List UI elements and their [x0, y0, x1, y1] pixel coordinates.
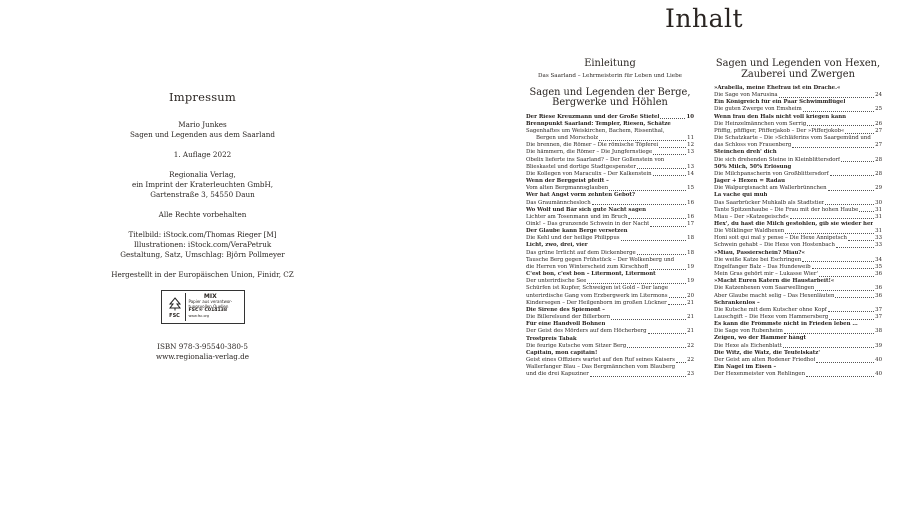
publisher [0, 170, 405, 200]
toc-entry-title: Wenn frau den Hals nicht voll kriegen kann [714, 113, 847, 120]
dot-leader [790, 218, 874, 219]
toc-entry-page: 36 [875, 292, 882, 299]
toc-entry-title: Das Saarbrücker Muhkalb als Stadtstier [714, 199, 825, 206]
dot-leader [807, 125, 874, 126]
website: www.regionalia-verlag.de [155, 352, 250, 361]
toc-entry-title: und die drei Kapuziner [526, 371, 589, 378]
toc-entry-title: Der Hexenmeister von Rehlingen [714, 371, 806, 378]
dot-leader [587, 283, 686, 284]
toc-entry-title: Engelfanger Balz – Das Hundeweib [714, 263, 811, 270]
dot-leader [841, 161, 874, 162]
toc-entry-title: Die sich drehenden Steine in Kleinblittersdorf [714, 156, 841, 163]
toc-entry [714, 343, 882, 350]
toc-entry-page: 34 [875, 256, 882, 263]
intro-heading: Einleitung [584, 58, 636, 69]
toc-entry-page: 27 [875, 142, 882, 149]
toc-entry-page: 24 [875, 92, 882, 99]
dot-leader [828, 190, 875, 191]
toc-entry-title: Tausche Berg gegen Frühstück – Der Wolkenberg und [526, 256, 675, 263]
fsc-tree-icon [165, 293, 186, 321]
toc-entry [714, 321, 882, 328]
dot-leader [829, 319, 874, 320]
section-heading-line: Zauberei und Zwergen [741, 68, 855, 80]
dot-leader [848, 240, 874, 241]
edition: 1. Auflage 2022 [173, 150, 232, 159]
dot-leader [628, 218, 686, 219]
dot-leader [590, 376, 686, 377]
toc-entry-page: 28 [875, 170, 882, 177]
book-title: Sagen und Legenden aus dem Saarland [130, 130, 275, 139]
dot-leader [669, 297, 687, 298]
toc-entry-title: Ein Königreich für ein Paar Schwimmflügel [714, 99, 846, 106]
toc-entry [526, 142, 694, 149]
toc-entry-title: Brennpunkt Saarland: Templer, Riesen, Schätze [526, 120, 671, 127]
toc-entry-page: 17 [687, 221, 694, 227]
publisher-imprint: ein Imprint der Kraterleuchten GmbH, [131, 180, 274, 189]
toc-entry [526, 293, 694, 300]
toc-entry-title: Honi soit qui mal y pense – Die Hexe Annipetsch [714, 235, 847, 242]
dot-leader [779, 97, 874, 98]
dot-leader [802, 261, 874, 262]
fsc-text-2: tungsvollen Quellen [188, 303, 229, 309]
toc-entry-title: Wo Wolf und Bär sich gute Nacht sagen [526, 206, 647, 213]
toc-entry [526, 114, 694, 121]
toc-entry-title: Trostpreis Tabak [526, 335, 577, 342]
toc-entry-title: Die brennen, die Römer – Die römische Töpferei [526, 142, 659, 149]
toc-entry [714, 157, 882, 164]
toc-entry [526, 321, 694, 328]
toc-entry [526, 135, 694, 142]
toc-entry-title: Die Sage von Rubenheim [714, 328, 783, 335]
toc-entry [526, 228, 694, 235]
toc-entry [714, 99, 882, 106]
toc-entry-page: 26 [875, 120, 882, 127]
dot-leader [836, 247, 874, 248]
toc-entry-page: 31 [875, 228, 882, 235]
toc-entry-title: Wer hat Angst vorm zehnten Gebot? [526, 192, 636, 199]
toc-entry-page: 19 [687, 263, 694, 270]
intro-entry: Das Saarland – Lehrmeisterin für Leben und Liebe [538, 72, 682, 79]
dot-leader [815, 290, 874, 291]
dot-leader [637, 254, 686, 255]
toc-entry-title: Jäger + Hexen = Radau [714, 178, 785, 185]
toc-entry [526, 121, 694, 128]
toc-entry-page: 29 [875, 185, 882, 192]
toc-entry-title: Sagenhaftes um Weiskirchen, Bachem, Rissenthal, [526, 127, 665, 134]
contents-page [520, 0, 900, 519]
toc-entry-title: Hex', du hast die Milch gestohlen, gib sie wieder her [714, 220, 874, 227]
toc-entry [526, 200, 694, 207]
publisher-address: Gartenstraße 3, 54550 Daun [150, 190, 255, 199]
toc-entry-title: La vache qui muh [714, 192, 768, 199]
toc-entry-page: 21 [687, 314, 694, 321]
dot-leader [660, 118, 685, 119]
toc-entry-page: 36 [875, 285, 882, 292]
toc-entry [526, 250, 694, 257]
toc-entry [714, 314, 882, 321]
fsc-code: FSC® C014138 [188, 308, 228, 314]
toc-entry-page: 10 [686, 113, 694, 120]
toc-entry [714, 171, 882, 178]
toc-entry-page: 16 [687, 213, 694, 220]
toc-entry-title: Schwein gehabt – Die Hexe von Hostenbach [714, 242, 835, 249]
toc-entry-page: 11 [687, 135, 694, 142]
toc-entry [526, 178, 694, 185]
dot-leader [592, 204, 686, 205]
toc-entry [526, 242, 694, 249]
toc-entry-title: Für eine Handvoll Bohnen [526, 321, 606, 328]
toc-entry [714, 135, 882, 142]
dot-leader [627, 347, 686, 348]
fsc-text [189, 295, 233, 319]
toc-entry-title: Oink! – Das grunzende Schwein in der Nacht [526, 221, 650, 227]
toc-entry [714, 128, 882, 135]
toc-entry-page: 39 [875, 342, 882, 349]
fsc-url: www.fsc.org [188, 314, 210, 319]
section-heading-line: Bergwerke und Höhlen [552, 97, 668, 109]
toc-entry [526, 149, 694, 156]
toc-entry-title: Die Katzenhexen vom Saarwellingen [714, 285, 815, 292]
toc-entry [526, 350, 694, 357]
fsc-text-1: Papier aus verantwor- [188, 298, 233, 304]
toc-entry-title: C'est bon, c'est bon – Litermont, Litermont [526, 271, 656, 278]
toc-entry-title: Ein Nagel im Eisen – [714, 364, 777, 371]
credit-cover: Titelbild: iStock.com/Thomas Rieger [M] [128, 230, 277, 239]
publisher-name: Regionalia Verlag, [169, 170, 236, 179]
dot-leader [845, 133, 874, 134]
toc-entry-page: 19 [687, 278, 694, 285]
section-heading-hexen [714, 59, 882, 80]
toc-entry [526, 271, 694, 278]
toc-entry [714, 300, 882, 307]
toc-entry-title: Tante Spitzenhaube – Die Frau mit der hohen Haube [714, 206, 859, 213]
rights: Alle Rechte vorbehalten [158, 210, 247, 219]
toc-entry-title: Schürfen ist Kupfer, Schweigen ist Gold – Der lange [526, 285, 669, 292]
toc-entry-title: die Herren von Winterscheid zum Kirschhoff [526, 263, 649, 270]
toc-entry [714, 242, 882, 249]
toc-entry-title: Vom alten Bergmannsglauben [526, 185, 609, 192]
author: Mario Junkes [178, 120, 227, 129]
toc-entry [714, 200, 882, 207]
toc-entry [526, 300, 694, 307]
toc-entry [526, 157, 694, 164]
fsc-logo [161, 290, 245, 324]
toc-entry-page: 31 [875, 213, 882, 220]
toc-entry [714, 178, 882, 185]
toc-entry-title: Zeigen, wo der Hammer hängt [714, 335, 807, 342]
toc-entry-title: Der Glaube kann Berge versetzen [526, 228, 628, 235]
toc-entry [526, 207, 694, 214]
toc-entry-title: Der Geist des Mörders auf dem Höcherberg [526, 328, 647, 335]
toc-entry-page: 23 [687, 371, 694, 378]
dot-leader [659, 147, 686, 148]
toc-entry-title: Der Riese Kreuzmann und der Große Stiefel [526, 113, 660, 120]
impressum-page [0, 0, 405, 519]
toc-entry-page: 33 [875, 242, 882, 249]
impressum-heading: Impressum [168, 90, 237, 104]
toc-entry-title: Das grüne Irrlicht auf dem Dickenberge [526, 249, 636, 256]
toc-entry [714, 235, 882, 242]
toc-entry [526, 221, 694, 228]
toc-entry [526, 278, 694, 285]
toc-entry [714, 85, 882, 92]
dot-leader [835, 297, 874, 298]
dot-leader [653, 154, 686, 155]
dot-leader [806, 376, 874, 377]
toc-entry [714, 149, 882, 156]
toc-entry [714, 328, 882, 335]
toc-entry [526, 314, 694, 321]
section-heading-line: Sagen und Legenden der Berge, [529, 86, 691, 98]
printed-in: Hergestellt in der Europäischen Union, Finidr, CZ [111, 270, 294, 279]
toc-entry [526, 336, 694, 343]
toc-entry [526, 343, 694, 350]
toc-entry-title: Wallerfanger Blau – Das Bergmännchen vom Blauberg [526, 364, 676, 371]
toc-entry-title: unterirdische Gang vom Erzbergwerk im Litermons [526, 292, 668, 299]
dot-leader [784, 333, 874, 334]
dot-leader [859, 211, 874, 212]
fsc-mix: MIX [203, 293, 217, 300]
toc-entry [714, 357, 882, 364]
toc-entry-title: Die guten Zwerge von Emsheim [714, 106, 802, 113]
toc-entry-title: Blieskastel und dortige Stadtgespenster [526, 163, 636, 170]
toc-entry-title: Die Heinzelmännchen vom Serrig [714, 120, 807, 127]
toc-entry-title: Obelix lieferte ins Saarland? – Der Gollenstein von [526, 156, 665, 163]
contents-title: Inhalt [665, 4, 744, 33]
toc-entry-page: 15 [687, 185, 694, 192]
toc-entry-title: 50% Milch, 50% Erlösung [714, 163, 792, 170]
dot-leader [611, 319, 686, 320]
toc-entries-right [714, 85, 882, 378]
toc-entry-title: Die Walpurgisnacht am Wallerbrünnchen [714, 185, 827, 192]
toc-entry [526, 328, 694, 335]
toc-entry-title: Miau – Der »Katzegeischd« [714, 213, 789, 220]
toc-entry [526, 185, 694, 192]
toc-entry-page: 33 [875, 235, 882, 242]
toc-entry [714, 350, 882, 357]
toc-entry [714, 335, 882, 342]
dot-leader [828, 311, 874, 312]
dot-leader [792, 147, 874, 148]
toc-entry-title: Die Kollegen von Maraculix – Der Kalkenstein [526, 170, 652, 177]
toc-entry-page: 30 [875, 199, 882, 206]
dot-leader [783, 347, 874, 348]
toc-entry-title: »Arabella, meine Ehefrau ist ein Drache.« [714, 85, 841, 91]
toc-column-left [526, 59, 694, 378]
toc-entry-page: 16 [687, 199, 694, 206]
toc-entry [526, 128, 694, 135]
toc-entry [526, 371, 694, 378]
toc-entry-title: »Miau, Passierschein? Miau?« [714, 249, 805, 256]
toc-entry-title: Die Witz, die Watz, die Teufelskatz' [714, 349, 820, 356]
toc-entry-title: Die Kehl und der heilige Philippus [526, 235, 620, 242]
toc-entry [526, 257, 694, 264]
toc-entry [714, 185, 882, 192]
toc-entry-title: Die Schatzkarte – Die »Schläferins vom Saargemünd und [714, 135, 871, 142]
credits [0, 230, 405, 260]
dot-leader [668, 304, 686, 305]
toc-entry [526, 164, 694, 171]
toc-entry [526, 285, 694, 292]
toc-entry-page: 14 [687, 170, 694, 177]
toc-entry [714, 207, 882, 214]
toc-entry [714, 192, 882, 199]
dot-leader [599, 140, 686, 141]
dot-leader [816, 362, 874, 363]
credit-design: Gestaltung, Satz, Umschlag: Björn Pollmeyer [120, 250, 285, 259]
dot-leader [830, 175, 874, 176]
toc-entry-title: Die Hexe als Eichenblatt [714, 342, 782, 349]
toc-entry [714, 271, 882, 278]
toc-entry [714, 293, 882, 300]
dot-leader [812, 268, 875, 269]
dot-leader [650, 226, 686, 227]
toc-entry-title: Wenn der Berggeist pfeift – [526, 178, 609, 185]
toc-entry [714, 264, 882, 271]
toc-entry [714, 307, 882, 314]
fsc-label: FSC [169, 313, 180, 319]
toc-entry-title: Capitain, mon capitain! [526, 349, 598, 356]
dot-leader [676, 362, 686, 363]
toc-entry [714, 121, 882, 128]
toc-entry-title: Licht, zwo, drei, vier [526, 242, 588, 249]
isbn: ISBN 978-3-95540-380-5 [157, 342, 248, 351]
toc-entry [714, 114, 882, 121]
toc-entries-left [526, 114, 694, 379]
toc-entry-title: Es kann die Frömmste nicht in Frieden leben … [714, 321, 858, 328]
toc-entry-title: Kindersegen – Der Heilgenborn im großen Lückner [526, 299, 667, 306]
toc-entry-page: 21 [687, 299, 694, 306]
toc-entry-title: »Macht Euren Katern die Haustarbeit!« [714, 278, 835, 285]
toc-entry [714, 214, 882, 221]
toc-entry-page: 36 [875, 271, 882, 278]
toc-entry-page: 31 [875, 206, 882, 213]
dot-leader [819, 276, 874, 277]
toc-entry-title: Pfiffig, pfiffiger, Pfifferjakob – Der »Pifferjokob« [714, 127, 845, 134]
toc-entry-page: 40 [875, 356, 882, 363]
toc-entry-page: 12 [687, 142, 694, 149]
toc-entry-page: 18 [687, 235, 694, 242]
toc-entry [714, 278, 882, 285]
toc-entry-page: 22 [687, 356, 694, 363]
toc-entry-title: Die Völklinger Waldhexen [714, 228, 785, 235]
toc-entry-title: Aber Glaube macht selig – Das Hexenläuten [714, 292, 835, 299]
toc-entry-title: Die Billerelsund der Billerborn [526, 314, 611, 321]
toc-entry [526, 357, 694, 364]
toc-entry-title: Das Graumännchesloch [526, 199, 591, 206]
toc-entry-title: Der unterirdische See [526, 278, 587, 285]
toc-entry [714, 250, 882, 257]
dot-leader [609, 190, 686, 191]
toc-entry-title: Lauschgift – Die Hexe vom Hammersberg [714, 314, 829, 320]
toc-entry [714, 364, 882, 371]
section-heading-berge [526, 88, 694, 109]
toc-entry-title: Die hämmern, die Römer – Die Jungfernstiege [526, 149, 653, 156]
toc-entry [526, 171, 694, 178]
impressum-block [0, 92, 405, 372]
toc-entry-page: 13 [687, 163, 694, 170]
toc-entry-title: Mein Gras gehört mir – Lukasse Wier' [714, 271, 818, 278]
credits-author [0, 120, 405, 140]
dot-leader [648, 333, 687, 334]
dot-leader [637, 168, 686, 169]
toc-entry-title: Geist eines Offiziers wartet auf den Ruf seines Kaisers [526, 356, 675, 363]
toc-entry-page: 27 [875, 127, 882, 134]
toc-entry [714, 164, 882, 171]
dot-leader [785, 233, 874, 234]
toc-column-right [714, 59, 882, 378]
toc-entry [714, 221, 882, 228]
toc-entry-page: 40 [875, 371, 882, 378]
section-heading-line: Sagen und Legenden von Hexen, [715, 58, 881, 69]
toc-entry [714, 142, 882, 149]
toc-entry-page: 38 [875, 328, 882, 335]
dot-leader [621, 240, 687, 241]
toc-entry-title: Die weiße Katze bei Eschringen [714, 256, 802, 263]
toc-entry-page: 22 [687, 342, 694, 349]
dot-leader [803, 111, 874, 112]
toc-entry [714, 106, 882, 113]
toc-entry [714, 371, 882, 378]
dot-leader [653, 175, 686, 176]
toc-entry [714, 285, 882, 292]
toc-entry [526, 307, 694, 314]
toc-entry-page: 28 [875, 156, 882, 163]
toc-entry-page: 18 [687, 249, 694, 256]
credit-illustrations: Illustrationen: iStock.com/VeraPetruk [133, 240, 272, 249]
toc-entry [526, 214, 694, 221]
toc-entry-page: 35 [875, 263, 882, 270]
toc-entry-title: das Schloss von Frauenberg [714, 142, 792, 149]
toc-entry-page: 21 [687, 328, 694, 335]
toc-entry-title: Die Milchpanscherin von Großblittersdorf [714, 170, 829, 177]
toc-entry-page: 37 [875, 306, 882, 313]
toc-entry [714, 257, 882, 264]
toc-entry-title: Schrankenlos – [714, 299, 760, 306]
isbn-block [0, 342, 405, 362]
toc-entry-title: Steinchen dreh' dich [714, 149, 777, 156]
toc-entry-title: Lichter am Tosenmann und im Bruch [526, 213, 628, 220]
toc-entry-title: Die feurige Kutsche vom Sitzer Berg [526, 342, 627, 349]
toc-entry [526, 264, 694, 271]
toc-entry-title: Die Sirene des Spiemont – [526, 306, 605, 313]
toc-entry-page: 20 [687, 292, 694, 299]
toc-entry-title: Die Kutsche mit dem Kutscher ohne Kopf [714, 306, 827, 313]
toc-entry-page: 13 [687, 149, 694, 156]
toc-entry-page: 25 [875, 106, 882, 113]
toc-entry [714, 228, 882, 235]
toc-entry [526, 364, 694, 371]
toc-entry [714, 92, 882, 99]
toc-entry [526, 192, 694, 199]
dot-leader [649, 269, 686, 270]
dot-leader [825, 204, 874, 205]
toc-entry-title: Die Sage von Marusina [714, 92, 778, 99]
toc-entry-title: Der Geist am alten Rodener Friedhof [714, 356, 816, 363]
toc-entry-title: Bergen und Morscholz [536, 135, 599, 142]
toc-entry-page: 37 [875, 314, 882, 320]
toc-entry [526, 235, 694, 242]
